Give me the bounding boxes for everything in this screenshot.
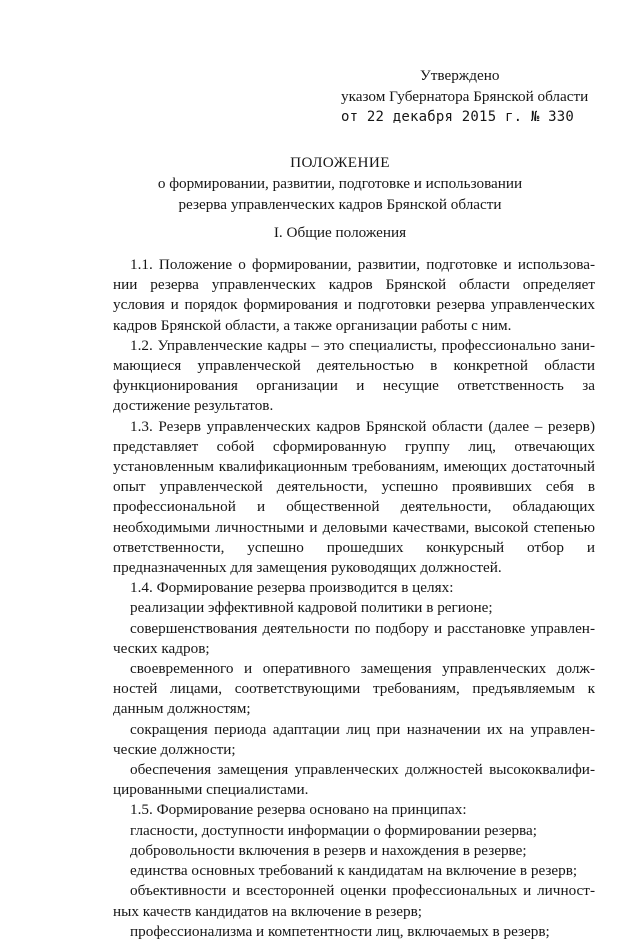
paragraph-1-2: 1.2. Управленческие кадры – это специалисты, профессионально занимающиеся управленческой деятельностью в конкретной области функционирования организации и несущие ответственность за достижение результатов. xyxy=(113,336,595,415)
section-title: I. Общие положения xyxy=(273,224,407,241)
approval-decree-line: указом Губернатора Брянской области xyxy=(341,88,589,105)
list-item: обеспечения замещения управленческих должностей высококвалифицированными специалистами. xyxy=(113,761,595,799)
paragraph-1-4: 1.4. Формирование резерва производится в целях: xyxy=(130,579,454,597)
document-heading xyxy=(100,152,580,215)
document-title: ПОЛОЖЕНИЕ xyxy=(290,154,390,171)
list-item: совершенствования деятельности по подбору и расстановке управленческих кадров; xyxy=(113,619,595,657)
list-item: своевременного и оперативного замещения управленческих должностей лицами, соответствующими требованиям, предъявляемым к данным должностям; xyxy=(113,660,595,718)
list-item: объективности и всесторонней оценки профессиональных и личностных качеств кандидатов на включение в резерв; xyxy=(113,882,595,920)
list-item: сокращения периода адаптации лиц при назначении их на управленческие должности; xyxy=(113,720,595,758)
approval-stamp xyxy=(341,65,611,128)
document-subtitle-line-1: о формировании, развитии, подготовке и использовании xyxy=(157,175,523,192)
list-item: добровольности включения в резерв и нахождения в резерве; xyxy=(130,841,527,859)
approval-title: Утверждено xyxy=(420,67,500,84)
list-item: профессионализма и компетентности лиц, включаемых в резерв; xyxy=(130,922,550,940)
list-item: реализации эффективной кадровой политики в регионе; xyxy=(130,599,493,617)
list-item: гласности, доступности информации о формировании резерва; xyxy=(130,821,537,839)
paragraph-1-3: 1.3. Резерв управленческих кадров Брянской области (далее – резерв) представляет собой сформированную группу лиц, отвечающих установленным квалификационным требованиям, имеющих достаточный опыт управленческой деятельности, успешно проявивших себя в профессиональной и общественной деятельности, обладающих необходимыми личностными и деловыми качествами, высокой степенью ответственности, успешно прошедших конкурсный отбор и предназначенных для замещения руководящих должностей. xyxy=(113,417,595,577)
approval-date-line: от 22 декабря 2015 г. № 330 xyxy=(341,109,574,125)
paragraph-1-1: 1.1. Положение о формировании, развитии, подготовке и использовании резерва управленческих кадров Брянской области определяет условия и порядок формирования и подготовки резерва управленческих кадров Брянской области, а также организации работы с ним. xyxy=(113,256,595,334)
document-subtitle-line-2: резерва управленческих кадров Брянской области xyxy=(178,196,502,213)
list-item: единства основных требований к кандидатам на включение в резерв; xyxy=(130,862,578,880)
document-body xyxy=(113,255,595,942)
paragraph-1-5: 1.5. Формирование резерва основано на принципах: xyxy=(130,801,467,819)
